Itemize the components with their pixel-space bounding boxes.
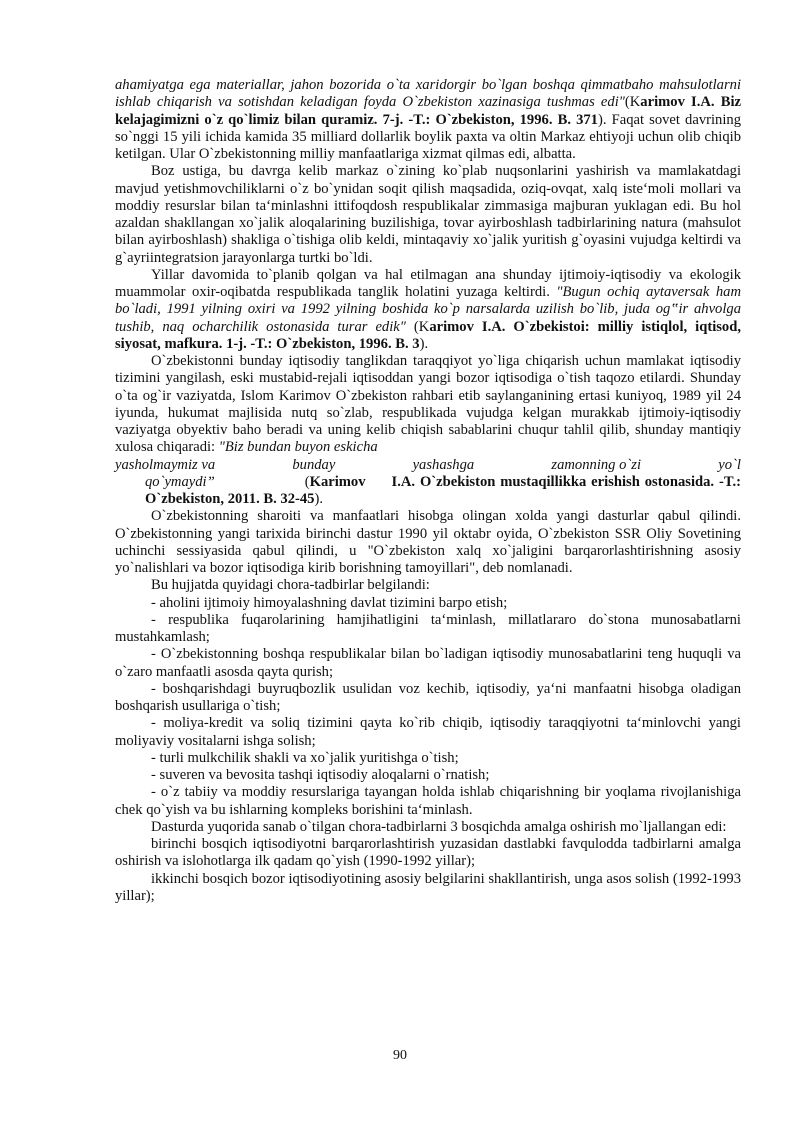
quote-word: yo`l [718,456,741,473]
reference-text: arimov I.A. Biz kelajagimizni o`z qo`limiz bilan quramiz. 7-j. -T.: O`zbekiston, 1996. B. 371 [115,94,741,128]
quote-text: ahamiyatga ega materiallar, jahon bozorida o`ta xaridorgir bo`lgan boshqa qimmatbaho mahsulotlarni ishlab chiqarish va sotishdan keladigan foyda O`zbekiston xazinasiga tushmas edi" [115,77,741,111]
quote-word: zamonning o`zi [551,456,642,473]
paragraph-8: birinchi bosqich iqtisodiyotni barqarorlashtirish yuzasidan dastlabki favqulodda tadbirlarni amalga oshirish va islohotlarga ilk qadam qo`yish (1990-1992 yillar); [115,836,741,870]
quote-spaced-line [115,457,741,474]
quote-end-line [115,474,741,509]
paragraph-2: Boz ustiga, bu davrga kelib markaz o`zining ko`plab nuqsonlarini yashirish va mamlakatdagi mavjud yetishmovchiliklarni o`z bo`ynidan soqit qilish maqsadida, oziq-ovqat, xalq iste‘moli mollari va moddiy resurslar bilan ta‘minlashni ittifoqdosh respublikalar zimmasiga majburan yuklagan edi. Bu hol azaldan shakllangan xo`jalik aloqalarining buzilishiga, tovar ayirboshlash tadbirlarining natura (mahsulot bilan ayirboshlash) shakliga o`tishiga olib keldi, mintaqaviy xo`jalik yuritish g`oyasini vujudga keltirdi va g`ayriintegratsion jarayonlarga turtki bo`ldi. [115,163,741,266]
paragraph-3 [115,267,741,353]
quote-word: yashashga [412,456,475,473]
list-item: - boshqarishdagi buyruqbozlik usulidan voz kechib, iqtisodiy, ya‘ni manfaatni hisobga oladigan boshqarish usullariga o`tish; [115,680,741,714]
paragraph-7: Dasturda yuqorida sanab o`tilgan chora-tadbirlarni 3 bosqichda amalga oshirish mo`ljallangan edi: [151,818,727,835]
paragraph-6: Bu hujjatda quyidagi chora-tadbirlar belgilandi: [151,577,430,594]
list-item: - O`zbekistonning boshqa respublikalar bilan bo`ladigan iqtisodiy munosabatlarini teng huquqli va o`zaro manfaatli asosda qayta qurish; [115,646,741,680]
reference-open: (K [405,318,430,335]
quote-text: "Bugun ochiq aytaversak ham bo`ladi, 1991 yilning oxiri va 1992 yilning boshida ko`p narsalarda uzilish bo`lib, juda og‟ir ahvolga tushib, naq ocharchilik ostonasida turar edik" [115,284,741,335]
list-item: - respublika fuqarolarining hamjihatligini ta‘minlash, millatlararo do`stona munosabatlarni mustahkamlash; [115,611,741,645]
quote-word: yasholmaymiz va [115,456,216,473]
reference-open: ( [304,473,310,490]
page-number: 90 [393,1048,407,1063]
quote-text: "Biz bundan buyon eskicha [218,439,378,456]
quote-word: bunday [292,456,336,473]
reference-author: Karimov [309,473,366,490]
reference-text: arimov I.A. O`zbekistoi: milliy istiqlol, iqtisod, siyosat, mafkura. 1-j. -T.: O`zbekiston, 1996. B. 3 [115,318,741,352]
reference-open: (K [624,94,641,111]
list-item: - turli mulkchilik shakli va xo`jalik yuritishga o`tish; [151,749,459,766]
paragraph-text: Yillar davomida to`planib qolgan va hal etilmagan ana shunday ijtimoiy-iqtisodiy va ekologik muammolar oxir-oqibatda respublikada tanglik holatini yuzaga keltirdi. [115,266,741,300]
paragraph-5: O`zbekistonning sharoiti va manfaatlari hisobga olingan xolda yangi dasturlar qabul qilindi. O`zbekistonning yangi tarixida birinchi dastur 1990 yil oktabr oyida, O`zbekiston SSR Oliy Sovetining uchinchi sessiyasida qabul qilindi, u "O`zbekiston xalq xo`jaligini barqarorlashtirishning asosiy yo`nalishlari va bozor iqtisodiga kirib borishning tamoyillari", deb nomlanadi. [115,508,741,576]
paragraph-text: ). Faqat sovet davrining so`nggi 15 yili ichida kamida 35 milliard dollarlik boylik paxta va oltin Markaz ehtiyoji uchun olib chiqib ketilgan. Ular O`zbekistonning milliy manfaatlariga xizmat qilmas edi, albatta. [115,111,741,162]
reference-text: I.A. O`zbekiston mustaqillikka erishish ostonasida. -T.: O`zbekiston, 2011. B. 32-45 [145,473,741,507]
paragraph-4 [115,353,741,457]
paragraph-text: O`zbekistonni bunday iqtisodiy tanglikdan taraqqiyot yo`liga chiqarish uchun mamlakat iqtisodiy tizimini yangilash, eski mustabid-rejali iqtisoddan yangi bozor iqtisodiga o`tish taqozo etilardi. Shunday o`ta og`ir vaziyatda, Islom Karimov O`zbekiston rahbari etib saylanganining ertasi kuniyoq, 1989 yil 24 iyunda, hukumat majlisida nutq so`zlab, respublikada vujudga kelgan murakkab ijtimoiy-iqtisodiy vaziyatga obyektiv baho beradi va uning kelib chiqish sabablarini chuqur tahlil qilib, shunday mantiqiy xulosa chiqaradi: [115,353,741,456]
reference-close: ). [314,491,323,507]
document-body [115,77,741,905]
list-item: - o`z tabiiy va moddiy resurslariga tayangan holda ishlab chiqarishning bir yoqlama rivojlanishiga chek qo`yish va bu ishlarning kompleks borishini ta‘minlash. [115,784,741,818]
paragraph-1 [115,77,741,163]
list-item: - moliya-kredit va soliq tizimini qayta ko`rib chiqib, iqtisodiy taraqqiyotni ta‘minlovchi yangi moliyaviy vositalarni ishga solish; [115,715,741,749]
quote-word: qo`ymaydi” [145,473,215,490]
paragraph-9: ikkinchi bosqich bozor iqtisodiyotining asosiy belgilarini shakllantirish, unga asos solish (1992-1993 yillar); [115,870,741,904]
reference-close: ). [419,335,429,352]
list-item: - aholini ijtimoiy himoyalashning davlat tizimini barpo etish; [151,594,508,611]
list-item: - suveren va bevosita tashqi iqtisodiy aloqalarni o`rnatish; [151,767,490,783]
